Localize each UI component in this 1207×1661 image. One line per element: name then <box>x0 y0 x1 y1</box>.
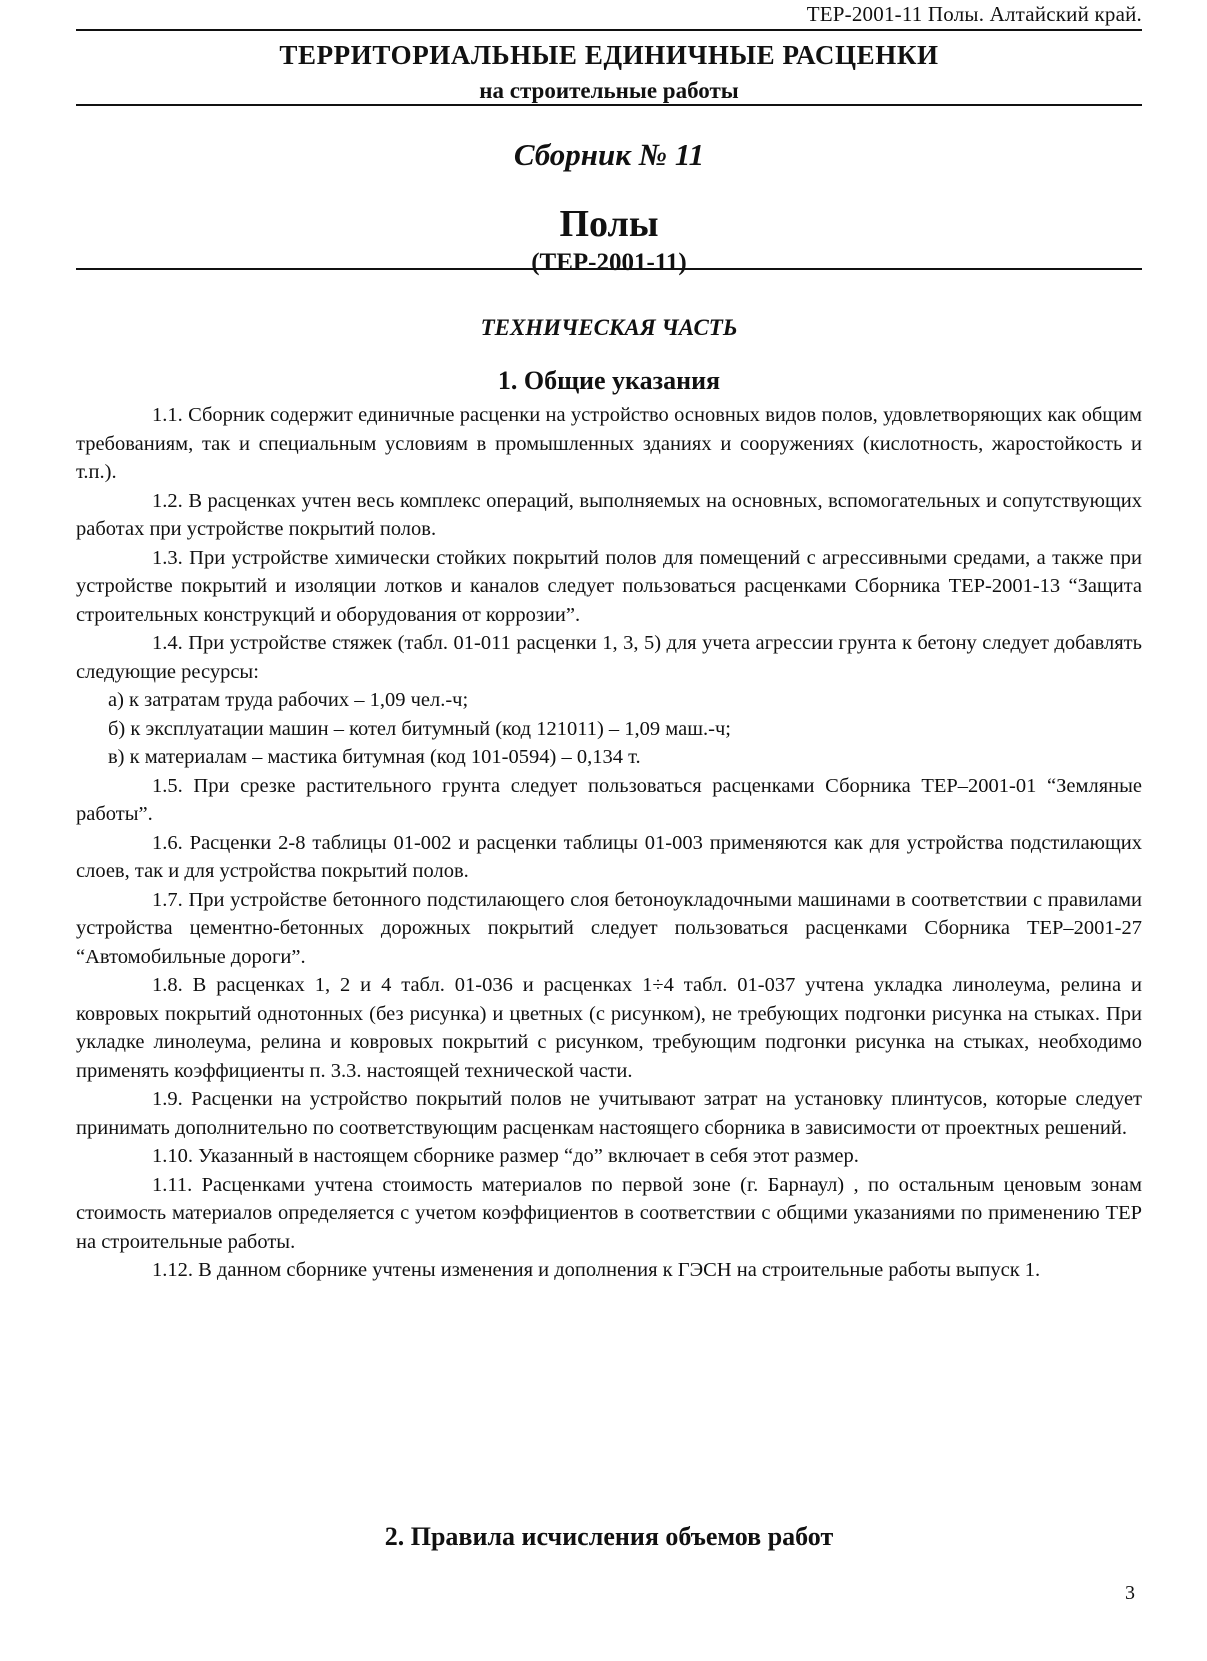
collection-number: Сборник № 11 <box>513 137 705 172</box>
paragraph-1-11: 1.11. Расценками учтена стоимость материалов по первой зоне (г. Барнаул) , по остальным ценовым зонам стоимость материалов определяется с учетом коэффициентов в соответствии с общими указаниями по применению ТЕР на строительные работы. <box>76 1173 1142 1253</box>
page-number: 3 <box>1125 1582 1135 1604</box>
paragraph-1-9: 1.9. Расценки на устройство покрытий полов не учитывают затрат на установку плинтусов, которые следует принимать дополнительно по соответствующим расценкам настоящего сборника в зависимости от проектных решений. <box>76 1088 1142 1139</box>
paragraph-1-2: 1.2. В расценках учтен весь комплекс операций, выполняемых на основных, вспомогательных и сопутствующих работах при устройстве покрытий полов. <box>76 489 1142 540</box>
paragraph-1-6: 1.6. Расценки 2-8 таблицы 01-002 и расценки таблицы 01-003 применяются как для устройства подстилающих слоев, так и для устройства покрытий полов. <box>76 831 1142 882</box>
document-subtitle: на строительные работы <box>479 78 739 103</box>
paragraph-1-7: 1.7. При устройстве бетонного подстилающего слоя бетоноукладочными машинами в соответствии с правилами устройства цементно-бетонных дорожных покрытий следует пользоваться расценками Сборника ТЕР–2001-27 “Автомобильные дороги”. <box>76 888 1142 968</box>
technical-part-heading: ТЕХНИЧЕСКАЯ ЧАСТЬ <box>480 315 738 340</box>
paragraph-1-12: 1.12. В данном сборнике учтены изменения и дополнения к ГЭСН на строительные работы выпуск 1. <box>152 1259 1041 1281</box>
paragraph-1-3: 1.3. При устройстве химически стойких покрытий полов для помещений с агрессивными средами, а также при устройстве покрытий и изоляции лотков и каналов следует пользоваться расценками Сборника ТЕР-2001-13 “Защита строительных конструкций и оборудования от коррозии”. <box>76 546 1142 626</box>
list-item-b: б) к эксплуатации машин – котел битумный (код 121011) – 1,09 маш.-ч; <box>108 717 731 740</box>
running-header: ТЕР-2001-11 Полы. Алтайский край. <box>806 2 1142 26</box>
section-1-heading: 1. Общие указания <box>497 366 721 395</box>
paragraph-1-8: 1.8. В расценках 1, 2 и 4 табл. 01-036 и расценках 1÷4 табл. 01-037 учтена укладка линолеума, релина и ковровых покрытий однотонных (без рисунка) и цветных (с рисунком), не требующих подгонки рисунка на стыках. При укладке линолеума, релина и ковровых покрытий с рисунком, требующим подгонки рисунка на стыках, необходимо применять коэффициенты п. 3.3. настоящей технической части. <box>76 974 1142 1082</box>
paragraph-1-1: 1.1. Сборник содержит единичные расценки на устройство основных видов полов, удовлетворяющих как общим требованиям, так и специальным условиям в промышленных зданиях и сооружениях (кислотность, жаростойкость и т.п.). <box>76 404 1142 483</box>
document-title: ТЕРРИТОРИАЛЬНЫЕ ЕДИНИЧНЫЕ РАСЦЕНКИ <box>279 40 939 70</box>
list-item-a: а) к затратам труда рабочих – 1,09 чел.-ч; <box>108 689 469 711</box>
collection-code: (ТЕР-2001-11) <box>531 249 687 276</box>
collection-subject: Полы <box>559 203 659 245</box>
paragraph-1-10: 1.10. Указанный в настоящем сборнике размер “до” включает в себя этот размер. <box>152 1145 859 1167</box>
section-1-body <box>76 401 1142 1285</box>
paragraph-1-4: 1.4. При устройстве стяжек (табл. 01-011 расценки 1, 3, 5) для учета агрессии грунта к бетону следует добавлять следующие ресурсы: <box>76 632 1142 683</box>
title-rule <box>76 104 1142 106</box>
paragraph-1-5: 1.5. При срезке растительного грунта следует пользоваться расценками Сборника ТЕР–2001-01 “Земляные работы”. <box>76 774 1142 825</box>
list-item-c: в) к материалам – мастика битумная (код 101-0594) – 0,134 т. <box>108 746 641 768</box>
code-rule <box>76 268 1142 270</box>
header-rule <box>76 29 1142 31</box>
section-2-heading: 2. Правила исчисления объемов работ <box>384 1522 834 1551</box>
